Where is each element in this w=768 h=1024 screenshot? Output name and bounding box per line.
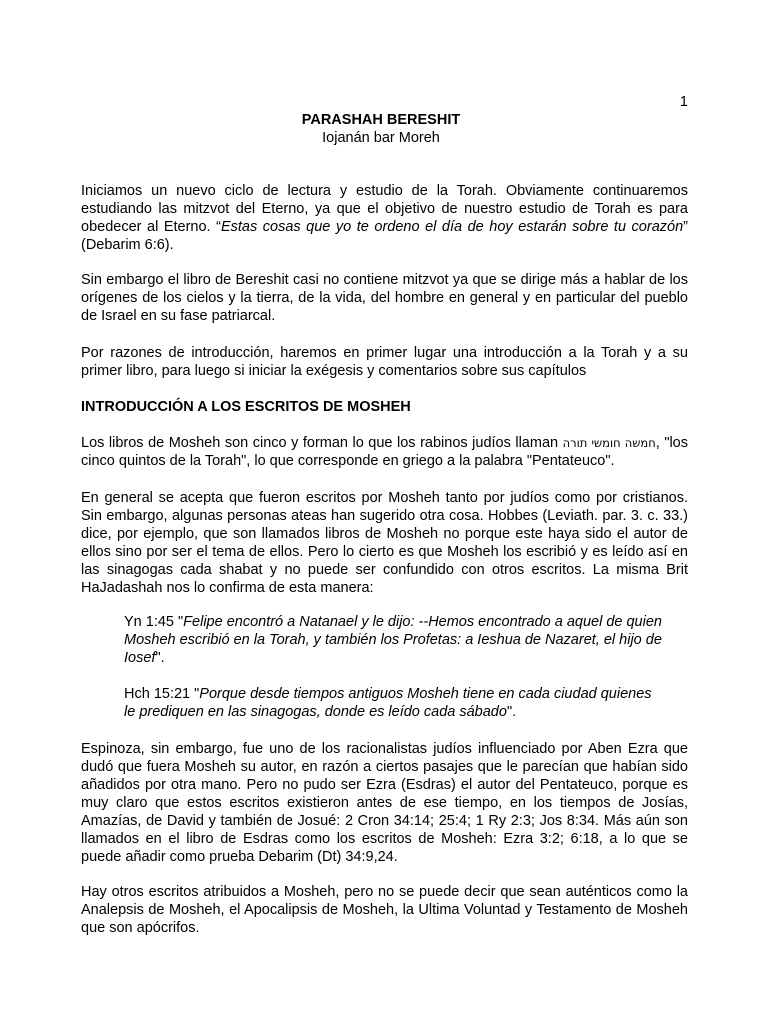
- page-number: 1: [679, 94, 688, 110]
- quote-juan-text: Felipe encontró a Natanael y le dijo: --Hemos encontrado a aquel de quien Mosheh escribió en la Torah, y también los Profetas: a Ieshua de Nazaret, el hijo de Iosef: [124, 614, 662, 666]
- quote-juan-end: ".: [155, 650, 165, 666]
- quote-hechos-end: ".: [506, 704, 517, 720]
- document-title: PARASHAH BERESHIT: [301, 112, 461, 128]
- paragraph-autoria: En general se acepta que fueron escritos por Mosheh tanto por judíos como por cristianos. Sin embargo, algunas personas ateas han sugerido otra cosa. Hobbes (Leviath. par. 3. c. 33.) dice, por ejemplo, que son llamados libros de Mosheh no porque este haya sido el autor de ellos sino por ser el tema de ellos. Pero lo cierto es que Mosheh los escribió y es leído así en las sinagogas cada shabat y no puede ser confundido con otros escritos. La misma Brit HaJadashah nos lo confirma de esta manera:: [81, 490, 688, 596]
- paragraph-bereshit: Sin embargo el libro de Bereshit casi no contiene mitzvot ya que se dirige más a hablar de los orígenes de los cielos y la tierra, de la vida, del hombre en general y en particular del pueblo de Israel en su fase patriarcal.: [81, 272, 688, 324]
- paragraph-razones: Por razones de introducción, haremos en primer lugar una introducción a la Torah y a su primer libro, para luego si iniciar la exégesis y comentarios sobre sus capítulos: [81, 345, 688, 379]
- quote-juan: [124, 613, 664, 667]
- quote-hechos-text: Porque desde tiempos antiguos Mosheh tiene en cada ciudad quienes le prediquen en las sinagogas, donde es leído cada sábado: [124, 686, 652, 720]
- paragraph-libros: [81, 434, 688, 470]
- quote-hechos: [124, 685, 664, 721]
- quote-hechos-ref: Hch 15:21 ": [124, 686, 200, 702]
- section-heading: INTRODUCCIÓN A LOS ESCRITOS DE MOSHEH: [81, 399, 411, 415]
- paragraph-intro-text: Iniciamos un nuevo ciclo de lectura y estudio de la Torah. Obviamente continuaremos estudiando las mitzvot del Eterno, ya que el objetivo de nuestro estudio de Torah es para obedecer al Eterno. “: [81, 183, 688, 235]
- paragraph-apocrifos: Hay otros escritos atribuidos a Mosheh, pero no se puede decir que sean auténticos como la Analepsis de Mosheh, el Apocalipsis de Mosheh, la Ultima Voluntad y Testamento de Mosheh que son apócrifos.: [81, 884, 688, 936]
- paragraph-intro-quote: Estas cosas que yo te ordeno el día de hoy estarán sobre tu corazón: [220, 219, 684, 235]
- paragraph-intro-citation: ” (Debarim 6:6).: [81, 219, 688, 253]
- paragraph-espinoza: Espinoza, sin embargo, fue uno de los racionalistas judíos influenciado por Aben Ezra que dudó que fuera Mosheh su autor, en razón a ciertos pasajes que le parecían que habían sido añadidos por otra mano. Pero no pudo ser Ezra (Esdras) el autor del Pentateuco, porque es muy claro que estos escritos existieron antes de ese tiempo, en los tiempos de Josías, Amazías, de David y también de Josué: 2 Cron 34:14; 25:4; 1 Ry 2:3; Jos 8:34. Más aún son llamados en el libro de Esdras como los escritos de Mosheh: Ezra 3:2; 6:18, a lo que se puede añadir como prueba Debarim (Dt) 34:9,24.: [81, 741, 688, 865]
- paragraph-libros-text: Los libros de Mosheh son cinco y forman lo que los rabinos judíos llaman: [81, 435, 563, 451]
- document-author: Iojanán bar Moreh: [322, 130, 440, 146]
- paragraph-libros-text-end: , "los cinco quintos de la Torah", lo que corresponde en griego a la palabra "Pentateuco".: [81, 435, 688, 469]
- quote-juan-ref: Yn 1:45 ": [124, 614, 184, 630]
- paragraph-intro: [81, 182, 688, 254]
- hebrew-term: חמשה חומשי תורה: [562, 436, 656, 450]
